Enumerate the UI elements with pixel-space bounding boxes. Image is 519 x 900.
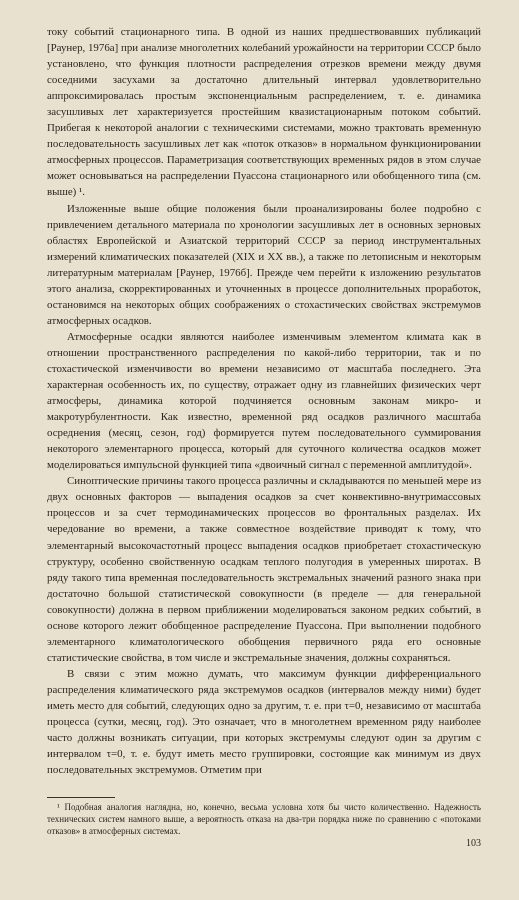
footnote: ¹ Подобная аналогия наглядна, но, конечно, весьма условна хотя бы чисто количественно. Надежность технических систем намного выше, а вероятность отказа на два-три порядка ниже по сравнению с «потоками отказов» в атмосферных системах. xyxy=(47,802,481,837)
paragraph-3: Атмосферные осадки являются наиболее изменчивым элементом климата как в отношении пространственного распределения по какой-либо территории, так и по стохастической изменчивости во времени независимо от масштаба последнего. Эта характерная особенность их, по существу, отражает одну из главнейших физических черт атмосферы, динамика которой подчиняется основным законам микро- и макротурбулентности. Как известно, временной ряд осадков различного масштаба осреднения (месяц, сезон, год) формируется путем последовательного суммирования некоторого элементарного процесса, который для суточного количества осадков может моделироваться импульсной функцией типа «двоичный сигнал с переменной амплитудой». xyxy=(47,330,481,472)
paragraph-1: току событий стационарного типа. В одной из наших предшествовавших публикаций [Раунер, 1976а] при анализе многолетних колебаний урожайности на территории СССР было установлено, что функция плотности распределения отрезков времени между двумя соседними засухами за достаточно длительный интервал удовлетворительно аппроксимировалась простым экспоненциальным распределением, т. е. динамика засушливых лет характеризуется простейшим квазистационарным потоком событий. Прибегая к некоторой аналогии с техническими системами, можно трактовать временную последовательность засушливых лет как «поток отказов» в нормальном функционировании атмосферных процессов. Параметризация соответствующих временных рядов в этом случае может основываться на распределении Пуассона стационарного или обобщенного типа (см. выше) ¹. xyxy=(47,26,481,199)
main-text xyxy=(47,24,481,778)
paragraph-5: В связи с этим можно думать, что максимум функции дифференциального распределения климатического ряда экстремумов осадков (интервалов между ними) будет иметь место для событий, следующих одно за другим, т. е. при τ=0, независимо от масштаба процесса (сутки, месяц, год). Это означает, что в многолетнем временном ряду наиболее часто должны возникать ситуации, при которых экстремумы следуют один за другим с интервалом τ=0, т. е. будут иметь место группировки, состоящие как минимум из двух последовательных экстремумов. Отметим при xyxy=(47,667,481,777)
paragraph-2: Изложенные выше общие положения были проанализированы более подробно с привлечением детального материала по хронологии засушливых лет в основных зерновых областях Европейской и Азиатской территорий СССР за период инструментальных измерений климатических показателей (XIX и XX вв.), а также по летописным и некоторым литературным материалам [Раунер, 1976б]. Прежде чем перейти к изложению результатов этого анализа, скорректированных и уточненных в процессе дополнительных проработок, остановимся на некоторых общих соображениях о стохастических свойствах экстремумов атмосферных осадков. xyxy=(47,202,481,327)
paragraph-4: Синоптические причины такого процесса различны и складываются по меньшей мере из двух основных факторов — выпадения осадков за счет конвективно-внутримассовых процессов и за счет термодинамических процессов во фронтальных разделах. Их чередование во времени, а также совместное воздействие приводят к тому, что элементарный высокочастотный процесс выпадения осадков приобретает стохастическую структуру, особенно свойственную осадкам теплого полугодия в умеренных широтах. В ряду такого типа временная последовательность экстремальных значений разного знака при достаточно большой статистической совокупности (в пределе — для генеральной совокупности) должна в первом приближении моделироваться законом редких событий, в основе которого лежит обобщенное распределение Пуассона. При выполнении подобного элементарного климатологического обобщения первичного ряда его основные статистические свойства, в том числе и экстремальные значения, должны сохраняться. xyxy=(47,475,481,664)
page-number: 103 xyxy=(466,838,481,849)
footnote-divider xyxy=(47,797,115,798)
